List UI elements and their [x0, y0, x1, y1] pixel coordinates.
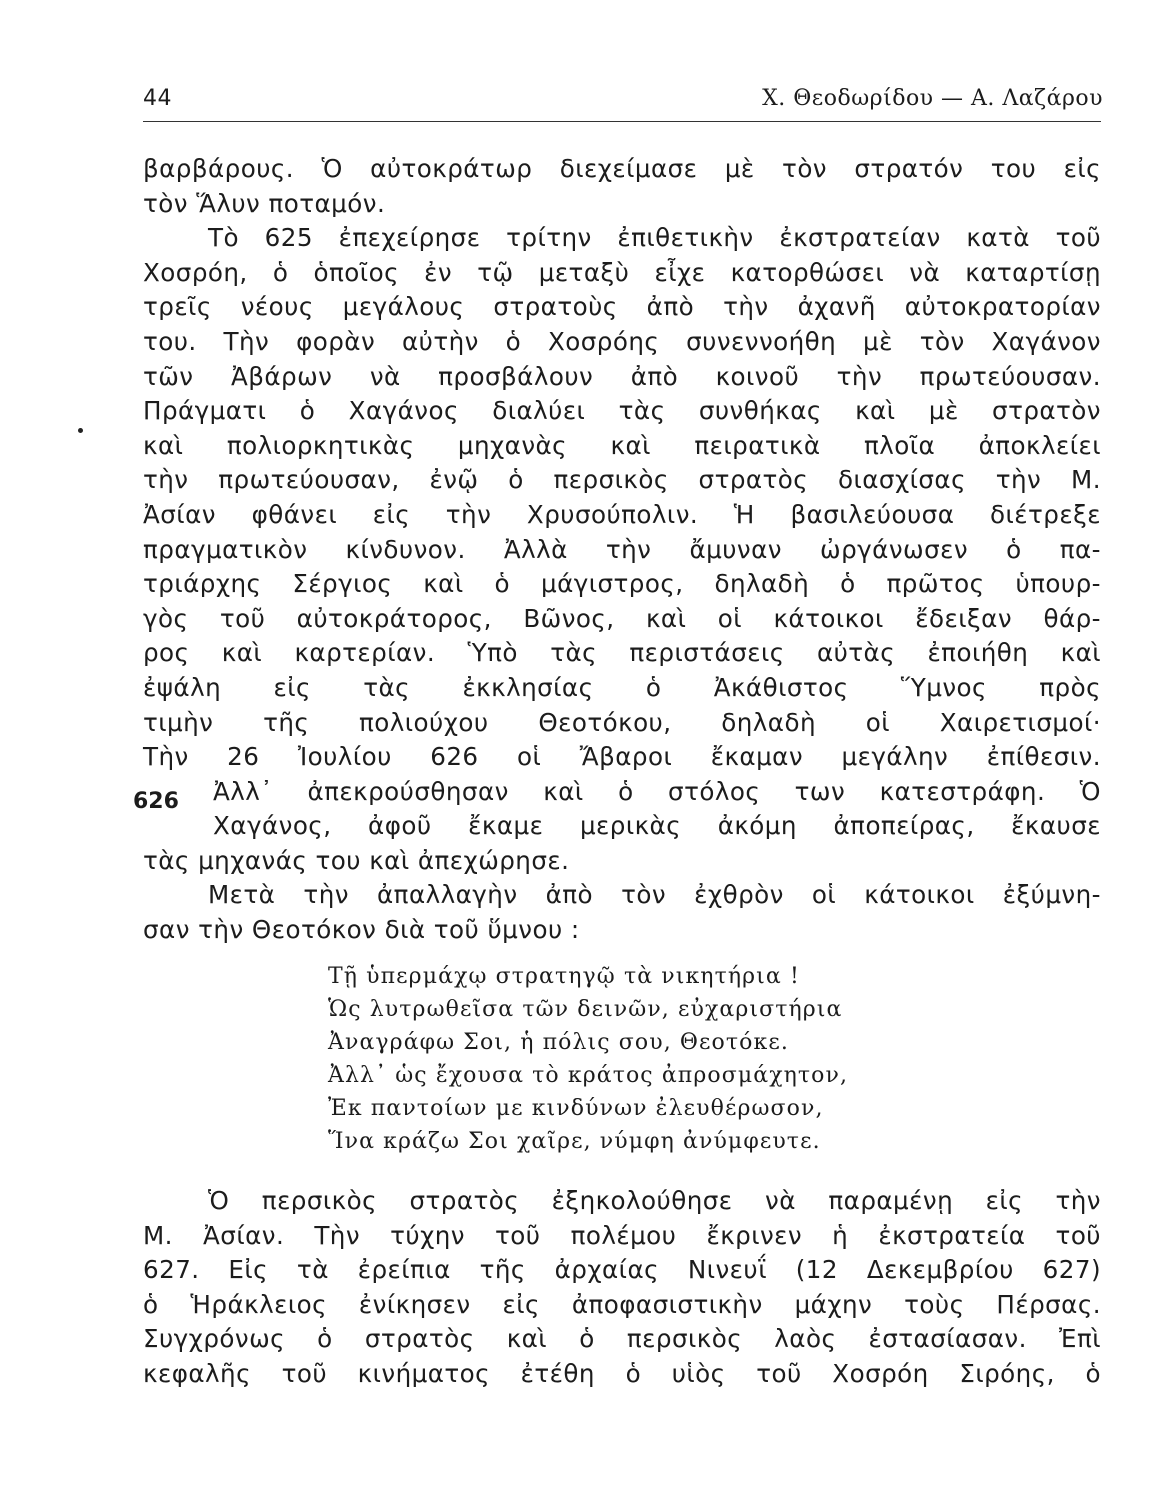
hymn-verse — [328, 960, 848, 1158]
text-line: Πράγματι ὁ Χαγάνος διαλύει τὰς συνθήκας καὶ μὲ στρατὸν — [143, 396, 1101, 426]
verse-line: Ὡς λυτρωθεῖσα τῶν δεινῶν, εὐχαριστήρια — [328, 997, 843, 1022]
verse-line: Τῇ ὑπερμάχῳ στρατηγῷ τὰ νικητήρια ! — [328, 964, 800, 989]
text-line: Χαγάνος, ἀφοῦ ἔκαμε μερικὰς ἀκόμη ἀποπείρας, ἔκαυσε — [213, 811, 1101, 841]
running-title: Χ. Θεοδωρίδου — Α. Λαζάρου — [762, 86, 1103, 111]
text-line: Μ. Ἀσίαν. Τὴν τύχην τοῦ πολέμου ἔκρινεν ἡ ἐκστρατεία τοῦ — [143, 1220, 1101, 1250]
text-line: Ὁ περσικὸς στρατὸς ἐξηκολούθησε νὰ παραμένῃ εἰς τὴν — [208, 1186, 1101, 1215]
text-line: σαν τὴν Θεοτόκον διὰ τοῦ ὕμνου : — [143, 915, 580, 945]
text-line: Ἀλλ᾽ ἀπεκρούσθησαν καὶ ὁ στόλος των κατεστράφη. Ὁ — [213, 776, 1101, 806]
verse-line: Ἵνα κράζω Σοι χαῖρε, νύμφη ἀνύμφευτε. — [328, 1129, 821, 1154]
text-line: τὰς μηχανάς του καὶ ἀπεχώρησε. — [143, 845, 570, 875]
text-line: γὸς τοῦ αὐτοκράτορος, Βῶνος, καὶ οἱ κάτοικοι ἔδειξαν θάρ- — [143, 603, 1101, 633]
text-line: τρεῖς νέους μεγάλους στρατοὺς ἀπὸ τὴν ἀχανῆ αὐτοκρατορίαν — [143, 292, 1101, 322]
margin-date: 626 — [133, 789, 179, 814]
verse-line: Ἀναγράφω Σοι, ἡ πόλις σου, Θεοτόκε. — [328, 1030, 789, 1055]
verse-line: Ἐκ παντοίων με κινδύνων ἐλευθέρωσον, — [328, 1096, 824, 1121]
text-line: Ἀσίαν φθάνει εἰς τὴν Χρυσούπολιν. Ἡ βασιλεύουσα διέτρεξε — [143, 499, 1101, 529]
text-line: τιμὴν τῆς πολιούχου Θεοτόκου, δηλαδὴ οἱ Χαιρετισμοί· — [143, 707, 1101, 737]
text-line: 627. Εἰς τὰ ἐρείπια τῆς ἀρχαίας Νινευΐ (12 Δεκεμβρίου 627) — [143, 1255, 1101, 1285]
page-number: 44 — [143, 86, 172, 111]
text-line: τῶν Ἀβάρων νὰ προσβάλουν ἀπὸ κοινοῦ τὴν πρωτεύουσαν. — [143, 361, 1101, 391]
main-text — [143, 152, 1101, 948]
text-line: τριάρχης Σέργιος καὶ ὁ μάγιστρος, δηλαδὴ ὁ πρῶτος ὑπουρ- — [143, 569, 1101, 599]
text-line: τὴν πρωτεύουσαν, ἐνῷ ὁ περσικὸς στρατὸς διασχίσας τὴν Μ. — [143, 465, 1101, 495]
text-line: ἐψάλη εἰς τὰς ἐκκλησίας ὁ Ἀκάθιστος Ὕμνος πρὸς — [143, 672, 1101, 702]
main-text-continued — [143, 1184, 1101, 1392]
header-rule — [143, 121, 1101, 122]
text-line: Μετὰ τὴν ἀπαλλαγὴν ἀπὸ τὸν ἐχθρὸν οἱ κάτοικοι ἐξύμνη- — [208, 880, 1101, 910]
text-line: καὶ πολιορκητικὰς μηχανὰς καὶ πειρατικὰ πλοῖα ἀποκλείει — [143, 430, 1101, 460]
text-line: του. Τὴν φορὰν αὐτὴν ὁ Χοσρόης συνεννοήθη μὲ τὸν Χαγάνον — [143, 326, 1101, 356]
text-line: Τὸ 625 ἐπεχείρησε τρίτην ἐπιθετικὴν ἐκστρατείαν κατὰ τοῦ — [208, 223, 1101, 253]
verse-line: Ἀλλ᾽ ὡς ἔχουσα τὸ κράτος ἀπροσμάχητον, — [328, 1063, 849, 1088]
text-line: κεφαλῆς τοῦ κινήματος ἐτέθη ὁ υἱὸς τοῦ Χοσρόη Σιρόης, ὁ — [143, 1358, 1101, 1388]
text-line: Συγχρόνως ὁ στρατὸς καὶ ὁ περσικὸς λαὸς ἐστασίασαν. Ἐπὶ — [143, 1324, 1101, 1354]
text-line: βαρβάρους. Ὁ αὐτοκράτωρ διεχείμασε μὲ τὸν στρατόν του εἰς — [143, 154, 1101, 183]
text-line: τὸν Ἅλυν ποταμόν. — [143, 188, 386, 218]
text-line: ὁ Ἡράκλειος ἐνίκησεν εἰς ἀποφασιστικὴν μάχην τοὺς Πέρσας. — [143, 1289, 1101, 1319]
text-line: ρος καὶ καρτερίαν. Ὑπὸ τὰς περιστάσεις αὐτὰς ἐποιήθη καὶ — [143, 638, 1101, 668]
text-line: Χοσρόη, ὁ ὁποῖος ἐν τῷ μεταξὺ εἶχε κατορθώσει νὰ καταρτίσῃ — [143, 257, 1101, 287]
stray-dot — [78, 428, 83, 433]
text-line: Τὴν 26 Ἰουλίου 626 οἱ Ἄβαροι ἔκαμαν μεγάλην ἐπίθεσιν. — [143, 742, 1101, 772]
text-line: πραγματικὸν κίνδυνον. Ἀλλὰ τὴν ἄμυναν ὠργάνωσεν ὁ πα- — [143, 534, 1101, 564]
